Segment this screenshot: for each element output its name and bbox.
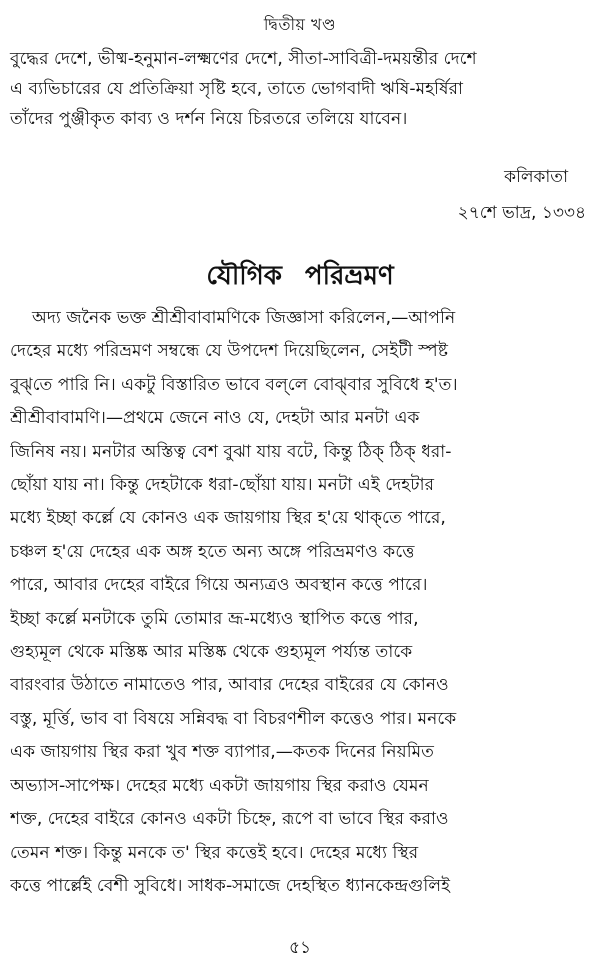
text-line: জিনিষ নয়। মনটার অস্তিত্ব বেশ বুঝা যায় বটে, কিন্তু ঠিক্ ঠিক্ ধরা-: [10, 441, 452, 462]
text-line: ইচ্ছা কর্ল্লে মনটাকে তুমি তোমার ভ্রূ-মধ্যেও স্থাপিত কত্তে পার,: [10, 608, 419, 629]
text-line: অভ্যাস-সাপেক্ষ। দেহের মধ্যে একটা জায়গায় স্থির করাও যেমন: [10, 775, 429, 796]
running-head: দ্বিতীয় খণ্ড: [263, 15, 337, 34]
text-line: শ্রীশ্রীবাবামণি।—প্রথমে জেনে নাও যে, দেহটা আর মনটা এক: [10, 408, 420, 429]
body-paragraphs: [10, 302, 590, 903]
text-line: এক জায়গায় স্থির করা খুব শক্ত ব্যাপার,—কতক দিনের নিয়মিত: [10, 742, 435, 763]
text-line: দেহের মধ্যে পরিভ্রমণ সম্বন্ধে যে উপদেশ দিয়েছিলেন, সেইটী স্পষ্ট: [10, 341, 449, 362]
text-line: মধ্যে ইচ্ছা কর্ল্লে যে কোনও এক জায়গায় স্থির হ'য়ে থাক্‌তে পারে,: [10, 508, 446, 529]
signoff-date: ২৭শে ভাদ্র, ১৩৩৪: [457, 203, 586, 223]
text-line: চঞ্চল হ'য়ে দেহের এক অঙ্গ হতে অন্য অঙ্গে পরিভ্রমণও কত্তে: [10, 541, 415, 562]
chapter-title: যৌগিক পরিভ্রমণ: [206, 261, 394, 291]
text-line: শক্ত, দেহের বাইরে কোনও একটা চিহ্নে, রূপে বা ভাবে স্থির করাও: [10, 809, 449, 830]
text-line: তাঁদের পুঞ্জীকৃত কাব্য ও দর্শন নিয়ে চিরতরে তলিয়ে যাবেন।: [10, 109, 408, 129]
text-line: অদ্য জনৈক ভক্ত শ্রীশ্রীবাবামণিকে জিজ্ঞাসা করিলেন,—আপনি: [32, 308, 456, 328]
text-line: বারংবার উঠাতে নামাতেও পার, আবার দেহের বাইরের যে কোনও: [10, 675, 449, 696]
text-line: এ ব্যভিচারের যে প্রতিক্রিয়া সৃষ্টি হবে, তাতে ভোগবাদী ঋষি-মহর্ষিরা: [10, 79, 464, 99]
text-line: তেমন শক্ত। কিন্তু মনকে ত' স্থির কত্তেই হবে। দেহের মধ্যে স্থির: [10, 842, 419, 863]
text-line: গুহ্যমূল থেকে মস্তিষ্ক আর মস্তিষ্ক থেকে গুহ্যমূল পর্য্যন্ত তাকে: [10, 642, 413, 663]
text-line: ছোঁয়া যায় না। কিন্তু দেহটাকে ধরা-ছোঁয়া যায়। মনটা এই দেহটার: [10, 475, 435, 496]
text-line: পারে, আবার দেহের বাইরে গিয়ে অন্যত্রও অবস্থান কত্তে পারে।: [10, 575, 428, 596]
page-number: ৫১: [288, 938, 312, 958]
text-line: বুঝ্‌তে পারি নি। একটু বিস্তারিত ভাবে বল্‌লে বোঝ্‌বার সুবিধে হ'ত।: [10, 374, 458, 395]
intro-paragraph: [10, 44, 590, 134]
signoff-place: কলিকাতা: [504, 167, 568, 187]
text-line: বস্তু, মূর্ত্তি, ভাব বা বিষয়ে সন্নিবদ্ধ বা বিচরণশীল কত্তেও পার। মনকে: [10, 708, 457, 729]
text-line: বুদ্ধের দেশে, ভীষ্ম-হনুমান-লক্ষ্মণের দেশে, সীতা-সাবিত্রী-দময়ন্তীর দেশে: [10, 49, 477, 69]
text-line: কত্তে পার্ল্লেই বেশী সুবিধে। সাধক-সমাজে দেহস্থিত ধ্যানকেন্দ্রগুলিই: [10, 875, 451, 896]
